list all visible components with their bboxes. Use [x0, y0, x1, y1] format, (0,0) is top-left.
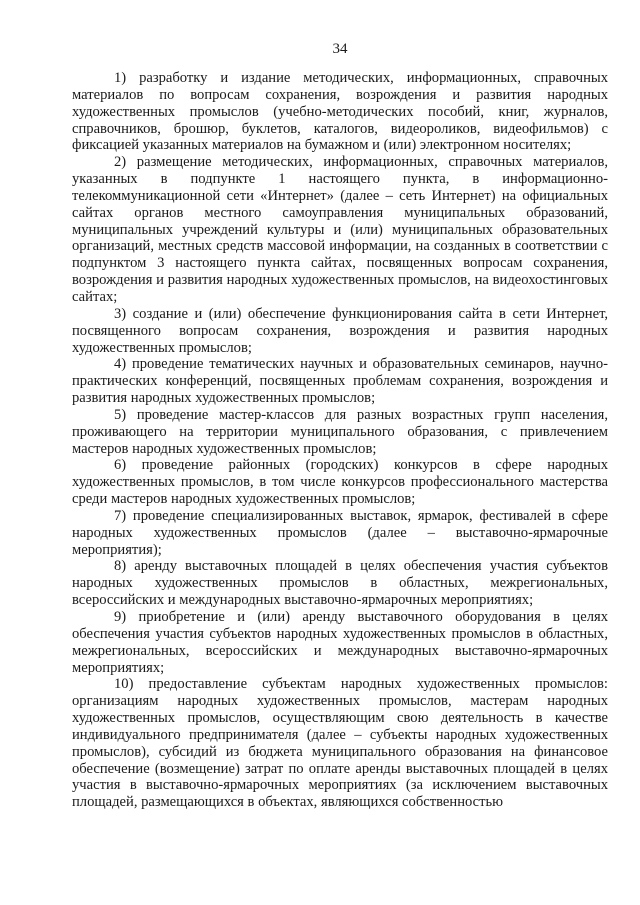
paragraph-item-9: 9) приобретение и (или) аренду выставочного оборудования в целях обеспечения участия субъектов народных художественных промыслов в областных, межрегиональных, всероссийских и международных выставочно-ярмарочных мероприятиях;	[72, 609, 608, 676]
document-page	[72, 40, 608, 811]
paragraph-item-5: 5) проведение мастер-классов для разных возрастных групп населения, проживающего на территории муниципального образования, с привлечением мастеров народных художественных промыслов;	[72, 406, 608, 457]
paragraph-item-6: 6) проведение районных (городских) конкурсов в сфере народных художественных промыслов, в том числе конкурсов профессионального мастерства среди мастеров народных художественных промыслов;	[72, 457, 608, 508]
paragraph-item-3: 3) создание и (или) обеспечение функционирования сайта в сети Интернет, посвященного вопросам сохранения, возрождения и развития народных художественных промыслов;	[72, 305, 608, 356]
paragraph-item-1: 1) разработку и издание методических, информационных, справочных материалов по вопросам сохранения, возрождения и развития народных художественных промыслов (учебно-методических пособий, книг, журналов, справочников, брошюр, буклетов, каталогов, видеороликов, видеофильмов) с фиксацией указанных материалов на бумажном и (или) электронном носителях;	[72, 70, 608, 154]
paragraph-item-7: 7) проведение специализированных выставок, ярмарок, фестивалей в сфере народных художественных промыслов (далее – выставочно-ярмарочные мероприятия);	[72, 507, 608, 558]
paragraph-item-2: 2) размещение методических, информационных, справочных материалов, указанных в подпункте 1 настоящего пункта, в информационно-телекоммуникационной сети «Интернет» (далее – сеть Интернет) на официальных сайтах органов местного самоуправления муниципальных образований, муниципальных учреждений культуры и (или) муниципальных образовательных организаций, местных средств массовой информации, на созданных в соответствии с подпунктом 3 настоящего пункта сайтах, посвященных вопросам сохранения, возрождения и развития народных художественных промыслов, на видеохостинговых сайтах;	[72, 154, 608, 305]
page-number: 34	[332, 41, 348, 57]
paragraph-item-10: 10) предоставление субъектам народных художественных промыслов: организациям народных художественных промыслов, мастерам народных художественных промыслов, осуществляющим свою деятельность в качестве индивидуального предпринимателя (далее – субъекты народных художественных промыслов), субсидий из бюджета муниципального образования на финансовое обеспечение (возмещение) затрат по оплате аренды выставочных площадей в целях участия в выставочно-ярмарочных мероприятиях (за исключением выставочных площадей, размещающихся в объектах, являющихся собственностью	[72, 676, 608, 811]
paragraph-item-4: 4) проведение тематических научных и образовательных семинаров, научно-практических конференций, посвященных проблемам сохранения, возрождения и развития народных художественных промыслов;	[72, 356, 608, 407]
paragraph-item-8: 8) аренду выставочных площадей в целях обеспечения участия субъектов народных художественных промыслов в областных, межрегиональных, всероссийских и международных выставочно-ярмарочных мероприятиях;	[72, 558, 608, 609]
